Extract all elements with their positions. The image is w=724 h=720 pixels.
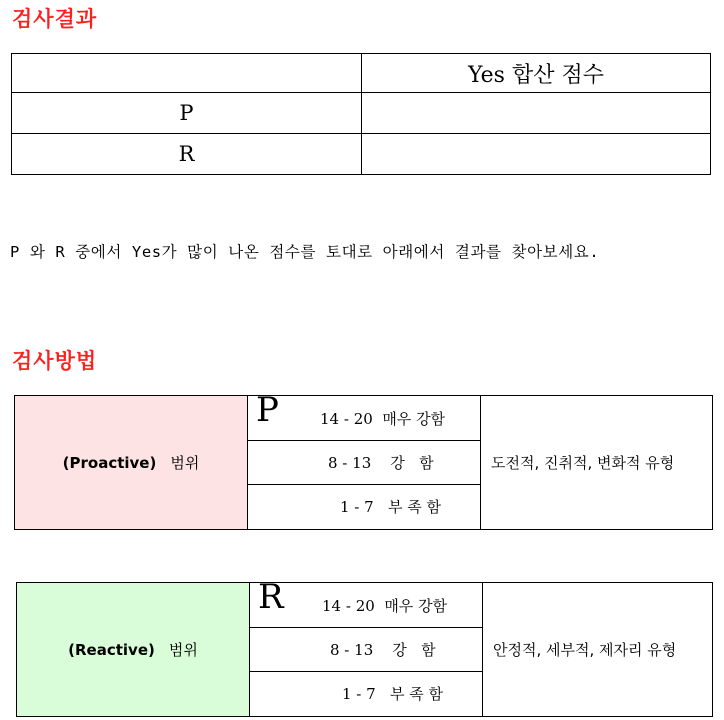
score-input-p[interactable] [362,93,711,134]
table-row [12,134,711,175]
range-row [250,671,482,715]
range-text: 1 - 7 부 족 함 [342,685,444,703]
range-text: 1 - 7 부 족 함 [340,498,442,516]
score-table [11,53,711,175]
score-input-r[interactable] [362,134,711,175]
table-header-empty [12,54,362,93]
range-row [248,440,480,485]
reactive-result-block [16,577,713,717]
table-header-score: Yes 합산 점수 [362,54,711,93]
proactive-range-cells [248,390,481,529]
proactive-result-block [14,390,713,530]
range-text: 14 - 20 매우 강함 [322,597,448,615]
reactive-letter: R [258,577,284,617]
proactive-description: 도전적, 진취적, 변화적 유형 [491,454,675,472]
proactive-range-label: 범위 [170,454,200,472]
range-row [248,484,480,528]
method-heading: 검사방법 [12,349,98,373]
reactive-range-cells [250,577,483,716]
range-text: 8 - 13 강 함 [328,454,434,472]
result-heading: 검사결과 [12,7,98,31]
range-text: 14 - 20 매우 강함 [320,410,446,428]
range-row [250,627,482,672]
range-text: 8 - 13 강 함 [330,641,436,659]
reactive-range-label: 범위 [168,641,198,659]
range-row [250,577,482,628]
proactive-letter: P [256,390,279,430]
row-label-r: R [12,134,362,175]
table-header-row [12,54,711,93]
reactive-name: (Reactive) [68,640,155,659]
proactive-name: (Proactive) [62,453,157,472]
table-row [12,93,711,134]
row-label-p: P [12,93,362,134]
range-row [248,390,480,441]
instruction-text: P 와 R 중에서 Yes가 많이 나온 점수를 토대로 아래에서 결과를 찾아보세요. [10,243,600,261]
reactive-description: 안정적, 세부적, 제자리 유형 [493,641,677,659]
reactive-label-cell [17,583,250,716]
proactive-label-cell [15,396,248,529]
